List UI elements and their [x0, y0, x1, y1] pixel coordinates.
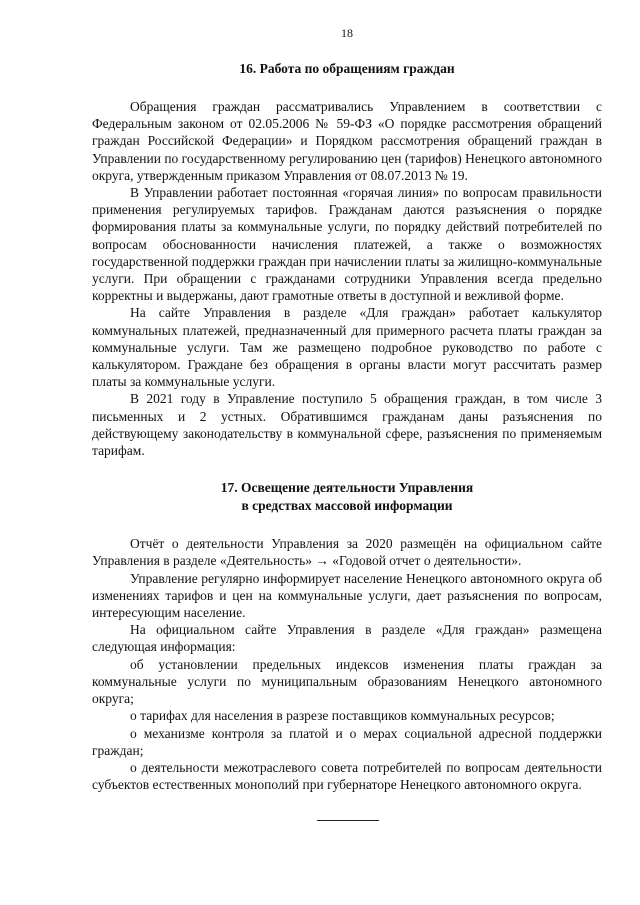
section-16-paragraph-4: В 2021 году в Управление поступило 5 обращения граждан, в том числе 3 письменных и 2 устных. Обратившимся гражданам даны разъяснения по действующему законодательству в коммунальной сфере, разъяснения по применяемым тарифам. — [92, 391, 602, 459]
section-17-paragraph-1: Отчёт о деятельности Управления за 2020 размещён на официальном сайте Управления в разделе «Деятельность» → «Годовой отчет о деятельности». — [92, 536, 602, 569]
page-number: 18 — [341, 26, 353, 40]
document-content — [92, 60, 602, 821]
section-17-paragraph-2: Управление регулярно информирует население Ненецкого автономного округа об изменениях тарифов и цен на коммунальные услуги, дает разъяснения по вопросам, интересующим население. — [92, 570, 602, 621]
section-16-paragraph-3: На сайте Управления в разделе «Для граждан» работает калькулятор коммунальных платежей, предназначенный для примерного расчета платы граждан за коммунальные услуги. Там же размещено подробное руководство по работе с калькулятором. Граждане без обращения в органы власти могут рассчитать размер платы за коммунальные услуги. — [92, 305, 602, 390]
section-16-paragraph-2: В Управлении работает постоянная «горячая линия» по вопросам правильности применения регулируемых тарифов. Гражданам даются разъяснения о порядке формирования платы за коммунальные услуги, по порядку действий потребителей по вопросам обоснованности начисления платежей, а также о возможностях государственной поддержки граждан при начислении платы за жилищно-коммунальные услуги. При обращении с гражданами сотрудники Управления всегда предельно корректны и выдержаны, дают грамотные ответы в доступной и вежливой форме. — [92, 185, 602, 304]
section-17-list-item-2: о тарифах для населения в разрезе поставщиков коммунальных ресурсов; — [130, 708, 555, 724]
section-17-title-line-2: в средствах массовой информации — [241, 498, 453, 514]
section-17-list-item-4: о деятельности межотраслевого совета потребителей по вопросам деятельности субъектов естественных монополий при губернаторе Ненецкого автономного округа. — [92, 759, 602, 793]
section-16 — [92, 60, 602, 459]
section-17-list-item-1: об установлении предельных индексов изменения платы граждан за коммунальные услуги по муниципальным образованиям Ненецкого автономного округа; — [92, 656, 602, 707]
section-17-list-item-3: о механизме контроля за платой и о мерах социальной адресной поддержки граждан; — [92, 725, 602, 758]
section-16-paragraph-1: Обращения граждан рассматривались Управлением в соответствии с Федеральным законом от 02.05.2006 № 59-ФЗ «О порядке рассмотрения обращений граждан Российской Федерации» и Порядком рассмотрения обращений граждан в Управлении по государственному регулированию цен (тарифов) Ненецкого автономного округа, утвержденным приказом Управления от 08.07.2013 № 19. — [92, 99, 602, 183]
section-17 — [92, 479, 602, 793]
section-16-title: 16. Работа по обращениям граждан — [239, 61, 455, 76]
end-divider — [317, 820, 379, 821]
section-17-title-line-1: 17. Освещение деятельности Управления — [220, 480, 474, 496]
section-17-paragraph-3: На официальном сайте Управления в разделе «Для граждан» размещена следующая информация: — [92, 622, 602, 655]
section-17-title — [92, 479, 602, 515]
